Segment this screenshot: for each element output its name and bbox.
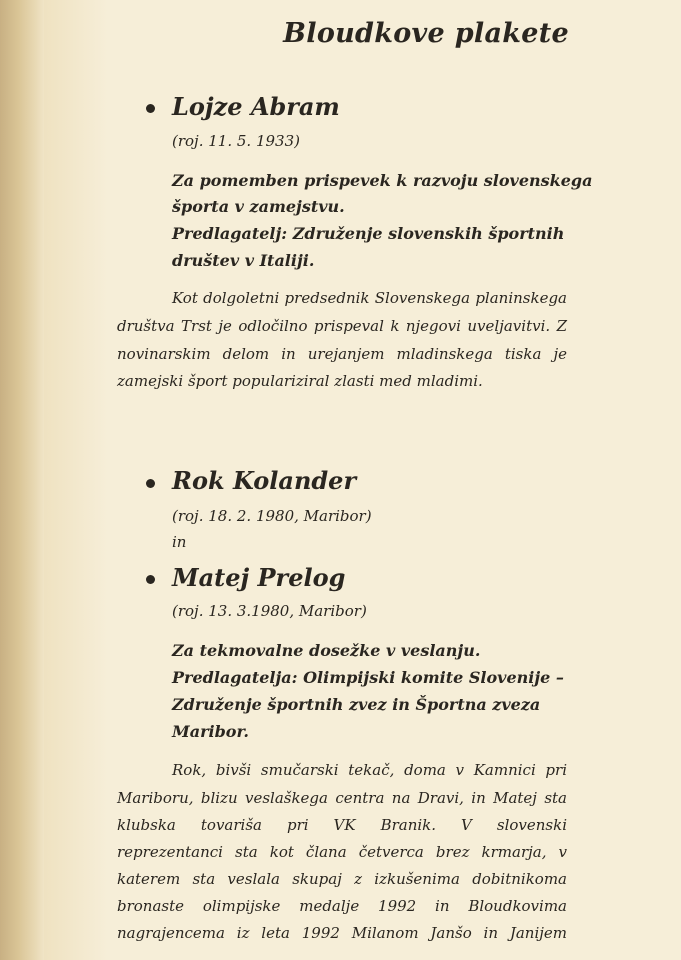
nominator-line: Združenje športnih zvez in Športna zveza bbox=[172, 695, 541, 714]
award-reason-line: športa v zamejstvu. bbox=[172, 197, 345, 216]
bullet-icon bbox=[146, 479, 155, 488]
award-reason-line: Za tekmovalne dosežke v veslanju. bbox=[172, 641, 481, 660]
description-line: katerem sta veslala skupaj z izkušenima dobitnikoma bbox=[117, 870, 567, 888]
nominator-line: društev v Italiji. bbox=[172, 251, 315, 270]
description-line: bronaste olimpijske medalje 1992 in Bloudkovima bbox=[117, 897, 567, 915]
description-line: reprezentanci sta kot člana četverca brez krmarja, v bbox=[117, 843, 567, 861]
award-reason-line: Za pomemben prispevek k razvoju slovenskega bbox=[172, 171, 593, 190]
laureate-dates: (roj. 11. 5. 1933) bbox=[172, 132, 300, 150]
laureate-name: Matej Prelog bbox=[172, 563, 346, 592]
page-title: Bloudkove plakete bbox=[283, 18, 569, 49]
description-line: novinarskim delom in urejanjem mladinskega tiska je bbox=[117, 345, 567, 363]
nominator-line: Maribor. bbox=[172, 722, 249, 741]
description-line: zamejski šport populariziral zlasti med mladimi. bbox=[117, 372, 483, 390]
laureate-name: Lojze Abram bbox=[172, 92, 340, 121]
description-line: Rok, bivši smučarski tekač, doma v Kamnici pri bbox=[172, 761, 567, 779]
laureate-dates: (roj. 13. 3.1980, Maribor) bbox=[172, 602, 367, 620]
description-line: nagrajencema iz leta 1992 Milanom Janšo in Janijem bbox=[117, 924, 567, 942]
description-line: klubska tovariša pri VK Branik. V slovenski bbox=[117, 816, 567, 834]
laureate-name: Rok Kolander bbox=[172, 466, 357, 495]
connector-text: in bbox=[172, 533, 187, 551]
bullet-icon bbox=[146, 104, 155, 113]
description-line: društva Trst je odločilno prispeval k njegovi uveljavitvi. Z bbox=[117, 317, 567, 335]
book-spine-shadow bbox=[0, 0, 44, 960]
laureate-dates: (roj. 18. 2. 1980, Maribor) bbox=[172, 507, 372, 525]
description-line: Mariboru, blizu veslaškega centra na Dravi, in Matej sta bbox=[117, 789, 567, 807]
bullet-icon bbox=[146, 575, 155, 584]
nominator-line: Predlagatelja: Olimpijski komite Slovenije – bbox=[172, 668, 564, 687]
nominator-line: Predlagatelj: Združenje slovenskih športnih bbox=[172, 224, 565, 243]
description-line: Kot dolgoletni predsednik Slovenskega planinskega bbox=[172, 289, 567, 307]
